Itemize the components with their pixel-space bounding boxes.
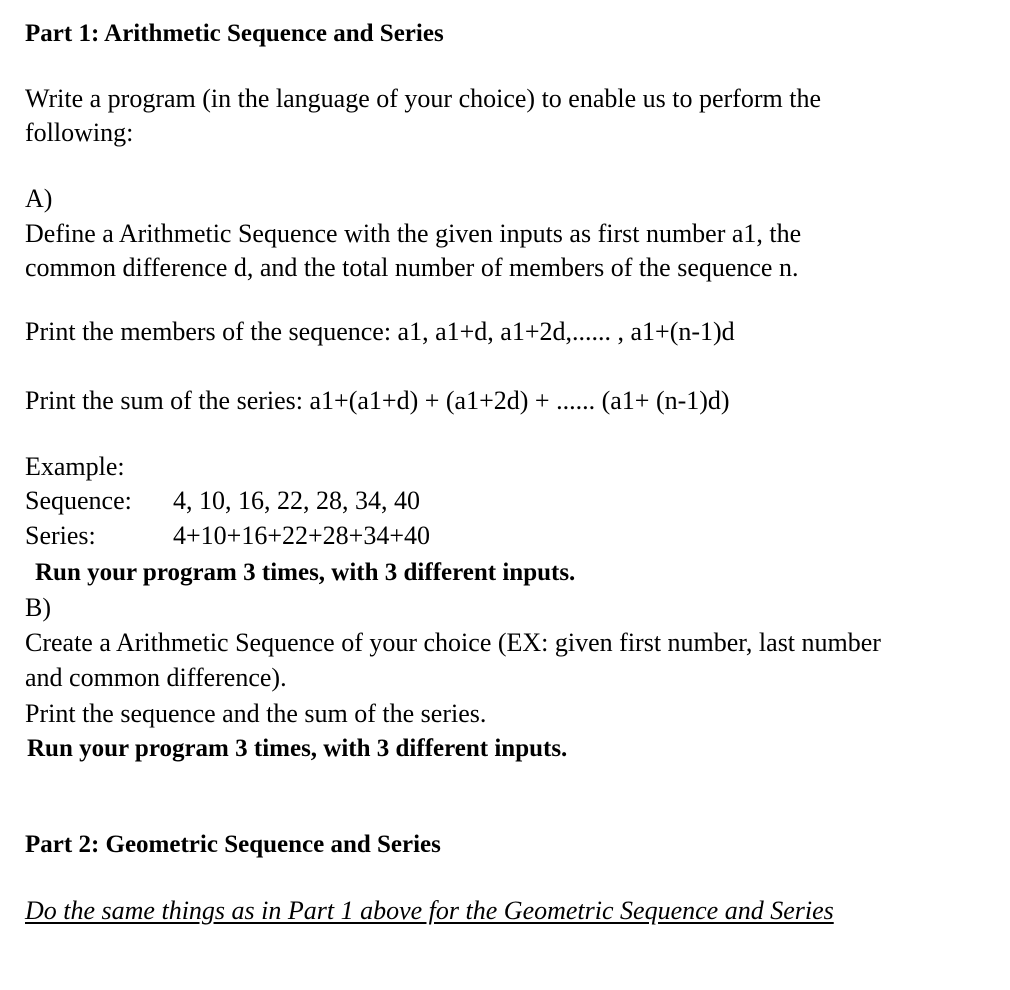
print-sequence-line: Print the sequence and the sum of the series. bbox=[25, 699, 487, 728]
example-series-row bbox=[25, 521, 430, 551]
example-label: Example: bbox=[25, 452, 125, 481]
section-b-label: B) bbox=[25, 593, 51, 622]
define-line-2: common difference d, and the total number of members of the sequence n. bbox=[25, 253, 799, 282]
part2-instruction: Do the same things as in Part 1 above for the Geometric Sequence and Series bbox=[25, 896, 834, 925]
section-a-label: A) bbox=[25, 184, 53, 213]
print-sum-line: Print the sum of the series: a1+(a1+d) + (a1+2d) + ...... (a1+ (n-1)d) bbox=[25, 386, 730, 415]
series-value: 4+10+16+22+28+34+40 bbox=[173, 521, 430, 550]
create-line-2: and common difference). bbox=[25, 663, 287, 692]
create-line-1: Create a Arithmetic Sequence of your choice (EX: given first number, last number bbox=[25, 628, 881, 657]
part1-title: Part 1: Arithmetic Sequence and Series bbox=[25, 20, 444, 47]
part2-title: Part 2: Geometric Sequence and Series bbox=[25, 831, 441, 858]
series-label: Series: bbox=[25, 521, 96, 550]
example-sequence-row bbox=[25, 486, 420, 516]
run-instruction-b: Run your program 3 times, with 3 different inputs. bbox=[27, 735, 568, 762]
define-line-1: Define a Arithmetic Sequence with the given inputs as first number a1, the bbox=[25, 219, 802, 248]
run-instruction-a: Run your program 3 times, with 3 different inputs. bbox=[35, 559, 576, 586]
print-members-line: Print the members of the sequence: a1, a1+d, a1+2d,...... , a1+(n-1)d bbox=[25, 317, 735, 346]
sequence-label: Sequence: bbox=[25, 486, 132, 515]
sequence-value: 4, 10, 16, 22, 28, 34, 40 bbox=[173, 486, 420, 515]
intro-line-2: following: bbox=[25, 118, 134, 147]
intro-line-1: Write a program (in the language of your choice) to enable us to perform the bbox=[25, 84, 821, 113]
